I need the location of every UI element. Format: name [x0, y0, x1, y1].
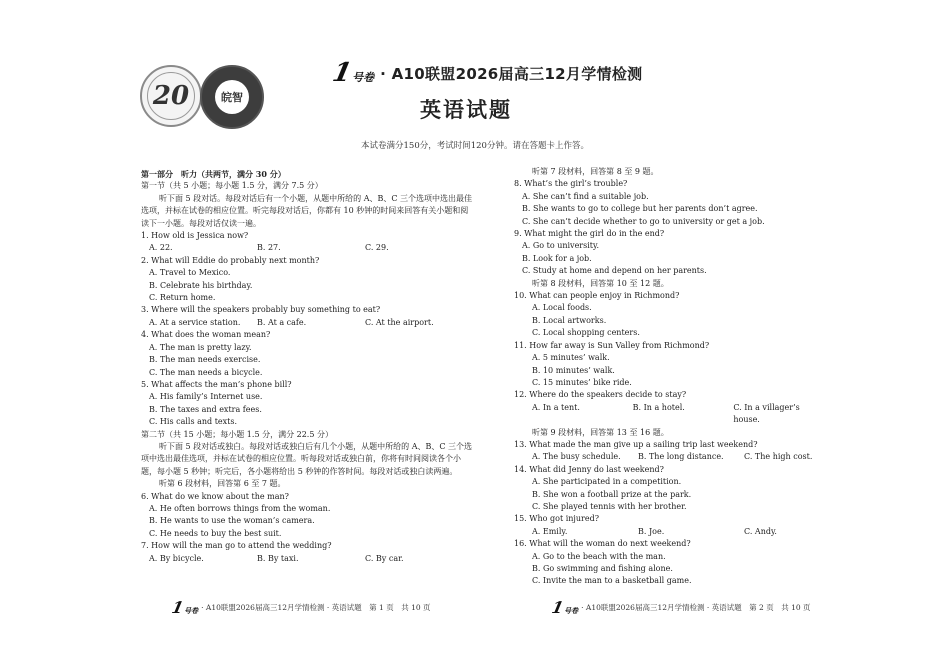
- question: 14. What did Jenny do last weekend?: [514, 464, 664, 474]
- option: C. Local shopping centers.: [532, 328, 640, 338]
- option: A. By bicycle.: [149, 553, 204, 563]
- question: 9. What might the girl do in the end?: [514, 229, 665, 239]
- wanzhi-education-logo: 皖智: [200, 65, 264, 129]
- question: 3. Where will the speakers probably buy something to eat?: [141, 305, 381, 315]
- option: A. Emily.: [532, 526, 568, 536]
- subject-title: 英语试题: [420, 98, 512, 122]
- option-row: [141, 553, 476, 565]
- option: C. His calls and texts.: [149, 417, 238, 427]
- option: C. 15 minutes’ bike ride.: [532, 377, 632, 387]
- section-heading: 第二节（共 15 小题；每小题 1.5 分，满分 22.5 分）: [141, 429, 333, 439]
- material-instruction: 听第 6 段材料，回答第 6 至 7 题。: [159, 479, 286, 489]
- material-instruction: 听第 9 段材料，回答第 13 至 16 题。: [532, 427, 669, 437]
- option: B. The long distance.: [638, 452, 724, 462]
- question: 7. How will the man go to attend the wedding?: [141, 541, 332, 551]
- option: A. In a tent.: [532, 402, 580, 412]
- option: C. Invite the man to a basketball game.: [532, 576, 692, 586]
- option: B. Celebrate his birthday.: [149, 280, 253, 290]
- option: B. Joe.: [638, 526, 665, 536]
- option: B. The man needs exercise.: [149, 355, 261, 365]
- brand-logo: 1号卷: [329, 58, 375, 88]
- option: C. She played tennis with her brother.: [532, 501, 687, 511]
- option: B. She wants to go to college but her parents don’t agree.: [522, 204, 758, 214]
- right-column: [514, 166, 824, 588]
- option: A. Go to university.: [522, 241, 600, 251]
- question: 11. How far away is Sun Valley from Richmond?: [514, 340, 710, 350]
- option: B. At a cafe.: [257, 317, 307, 327]
- question: 1. How old is Jessica now?: [141, 231, 249, 241]
- left-column: [141, 168, 476, 565]
- option: A. His family’s Internet use.: [149, 392, 263, 402]
- question: 4. What does the woman mean?: [141, 330, 271, 340]
- option: C. By car.: [365, 553, 404, 563]
- footer-brand-logo: 1号卷: [169, 598, 199, 617]
- option-row: [141, 242, 476, 254]
- exam-title: · A10联盟2026届高三12月学情检测: [380, 64, 643, 83]
- option: C. Return home.: [149, 293, 216, 303]
- option: C. He needs to buy the best suit.: [149, 528, 282, 538]
- option: A. 22.: [149, 243, 173, 253]
- section-directions: 听下面 5 段对话。每段对话后有一个小题，从题中所给的 A、B、C 三个选项中选出最佳选项，并标在试卷的相应位置。听完每段对话后，你都有 10 秒钟的时间来回答有关小题和阅读下一小题。每段对话仅读一遍。: [141, 193, 473, 228]
- option: C. Study at home and depend on her parents.: [522, 266, 707, 276]
- option: B. She won a football prize at the park.: [532, 489, 692, 499]
- section-heading: 第一节（共 5 小题；每小题 1.5 分，满分 7.5 分）: [141, 181, 323, 191]
- question: 16. What will the woman do next weekend?: [514, 539, 691, 549]
- footer-page-2: 1号卷 · A10联盟2026届高三12月学情检测 · 英语试题 第 2 页 共 10 页: [549, 598, 811, 617]
- question: 12. Where do the speakers decide to stay?: [514, 390, 687, 400]
- option: C. 29.: [365, 243, 389, 253]
- section-directions: 听下面 5 段对话或独白。每段对话或独白后有几个小题，从题中所给的 A、B、C 三个选项中选出最佳选项，并标在试卷的相应位置。听每段对话或独白前，你将有时间阅读各个小题，每小题 5 秒钟；听完后，各小题将给出 5 秒钟的作答时间。每段对话或独白读两遍。: [141, 441, 473, 476]
- option-row: [514, 402, 824, 427]
- option: C. In a villager’s house.: [733, 402, 800, 425]
- option: A. Travel to Mexico.: [149, 268, 231, 278]
- option: A. The man is pretty lazy.: [149, 342, 252, 352]
- footer-page-1: 1号卷 · A10联盟2026届高三12月学情检测 · 英语试题 第 1 页 共 10 页: [169, 598, 431, 617]
- question: 5. What affects the man’s phone bill?: [141, 379, 292, 389]
- question: 8. What’s the girl’s trouble?: [514, 179, 628, 189]
- option: A. At a service station.: [149, 317, 241, 327]
- option: B. 10 minutes’ walk.: [532, 365, 615, 375]
- question: 6. What do we know about the man?: [141, 491, 289, 501]
- option: B. The taxes and extra fees.: [149, 404, 262, 414]
- footer-brand-logo: 1号卷: [549, 598, 579, 617]
- option: C. She can’t decide whether to go to university or get a job.: [522, 216, 765, 226]
- option: B. He wants to use the woman’s camera.: [149, 516, 315, 526]
- option: C. At the airport.: [365, 317, 434, 327]
- option: C. Andy.: [744, 526, 777, 536]
- option: B. 27.: [257, 243, 281, 253]
- question: 2. What will Eddie do probably next month?: [141, 255, 320, 265]
- option: B. Go swimming and fishing alone.: [532, 564, 673, 573]
- option: A. He often borrows things from the woman.: [149, 503, 331, 513]
- option: A. She participated in a competition.: [532, 477, 682, 487]
- option: A. Go to the beach with the man.: [532, 551, 666, 561]
- exam-header: [329, 58, 643, 88]
- option: A. She can’t find a suitable job.: [522, 191, 649, 201]
- question: 15. Who got injured?: [514, 514, 600, 524]
- alliance-seal-logo: 20: [140, 65, 202, 127]
- option-row: [514, 526, 824, 538]
- material-instruction: 听第 7 段材料，回答第 8 至 9 题。: [532, 167, 659, 176]
- option-row: [514, 451, 824, 463]
- option: A. Local foods.: [532, 303, 592, 313]
- question: 10. What can people enjoy in Richmond?: [514, 291, 680, 301]
- option: B. Local artworks.: [532, 315, 607, 325]
- part-heading: 第一部分 听力（共两节，满分 30 分）: [141, 169, 286, 179]
- option-row: [141, 317, 476, 329]
- question: 13. What made the man give up a sailing trip last weekend?: [514, 439, 758, 449]
- option: B. By taxi.: [257, 553, 299, 563]
- option: B. Look for a job.: [522, 253, 592, 263]
- option: C. The high cost.: [744, 452, 813, 462]
- material-instruction: 听第 8 段材料，回答第 10 至 12 题。: [532, 278, 669, 288]
- option: A. The busy schedule.: [532, 452, 621, 462]
- option: A. 5 minutes’ walk.: [532, 353, 610, 363]
- exam-instructions: 本试卷满分150分，考试时间120分钟。请在答题卡上作答。: [361, 141, 589, 151]
- option: C. The man needs a bicycle.: [149, 367, 263, 377]
- option: B. In a hotel.: [632, 402, 685, 412]
